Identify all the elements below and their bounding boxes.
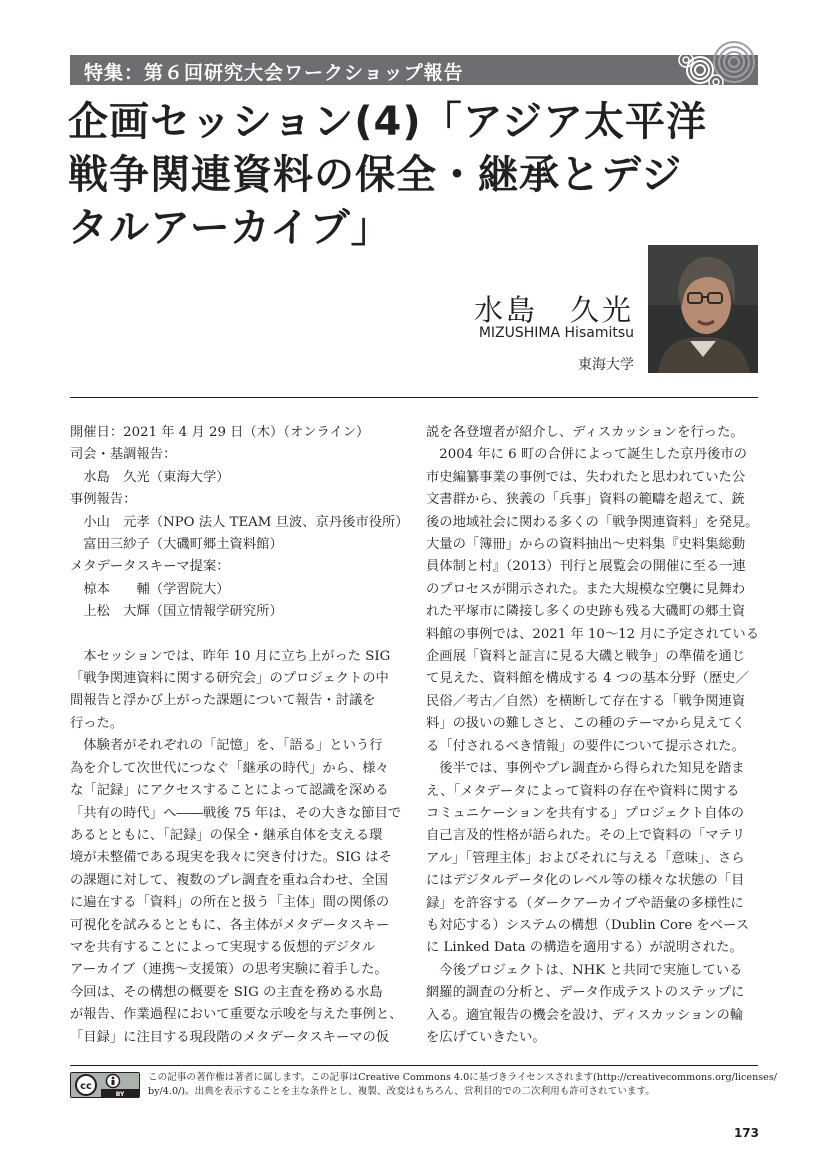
body-line: 録」を許容する（ダークアーカイブや語彙の多様性に xyxy=(426,895,744,911)
info-line: 上松 大輝（国立情報学研究所） xyxy=(83,604,283,620)
info-line: 司会・基調報告： xyxy=(70,447,177,463)
body-line: 今回は、その構想の概要を SIG の主査を務める水島 xyxy=(70,984,383,1000)
author-photo xyxy=(648,245,758,373)
body-line: 「共有の時代」へ――戦後 75 年は、その大きな節目で xyxy=(70,805,402,821)
footer-divider xyxy=(70,1065,758,1066)
right-column xyxy=(426,422,758,1049)
author-name-en: MIZUSHIMA Hisamitsu xyxy=(478,325,634,341)
body-line: に遍在する「資料」の所在と扱う「主体」間の関係の xyxy=(70,895,390,911)
spacer xyxy=(70,624,402,646)
body-line: 今後プロジェクトは、NHK と共同で実施している xyxy=(426,962,743,978)
event-info xyxy=(70,422,409,624)
body-line: アル」「管理主体」およびそれに与える「意味」、さら xyxy=(426,850,745,866)
info-line: 富田三紗子（大磯町郷土資料館） xyxy=(83,537,283,553)
body-line: 本セッションでは、昨年 10 月に立ち上がった SIG xyxy=(70,648,391,664)
body-line: を広げていきたい。 xyxy=(426,1029,546,1045)
concentric-circles-logo-icon xyxy=(676,40,756,92)
info-line: 水島 久光（東海大学） xyxy=(83,469,230,485)
left-column xyxy=(70,422,409,1049)
body-line: 境が未整備である現実を我々に突き付けた。SIG はそ xyxy=(70,850,392,866)
feature-label: 特集：第６回研究大会ワークショップ報告 xyxy=(84,62,464,84)
feature-header-band xyxy=(70,55,758,85)
info-line: 開催日：2021 年 4 月 29 日（木）（オンライン） xyxy=(70,425,370,440)
body-line: の課題に対して、複数のプレ調査を重ね合わせ、全国 xyxy=(70,872,388,888)
body-line: 企画展「資料と証言に見る大磯と戦争」の準備を通じ xyxy=(426,649,746,665)
body-line: に Linked Data の構造を適用する）が説明された。 xyxy=(426,940,743,956)
cc-by-license-badge xyxy=(70,1072,140,1098)
body-line: 間報告と浮かび上がった課題について報告・討議を xyxy=(70,693,376,709)
license-line: この記事の著作権は著者に属します。この記事はCreative Commons 4.0に基づきライセンスされます(http://creativecommons.org/licenses/ xyxy=(148,1072,778,1083)
body-line: のプロセスが開示された。また大規模な空襲に見舞わ xyxy=(426,581,746,597)
body-text xyxy=(70,646,402,1049)
license-line: by/4.0/)。出典を表示することを主な条件とし、複製、改変はもちろん、営利目的での二次利用も許可されています。 xyxy=(148,1086,655,1097)
author-affiliation: 東海大学 xyxy=(578,357,634,373)
body-line: な「記録」にアクセスすることによって認識を深める xyxy=(70,783,389,799)
body-line: にはデジタルデータ化のレベル等の様々な状態の「目 xyxy=(426,873,745,889)
body-line: 説を各登壇者が紹介し、ディスカッションを行った。 xyxy=(426,425,744,440)
body-line: アーカイブ（連携～支援策）の思考実験に着手した。 xyxy=(70,962,388,978)
article-title xyxy=(68,96,768,255)
body-line: 自己言及的性格が語られた。その上で資料の「マテリ xyxy=(426,828,746,844)
body-line: 料」の扱いの難しさと、この種のテーマから見えてく xyxy=(426,716,746,732)
body-line: 可視化を試みるとともに、各主体がメタデータスキー xyxy=(70,917,390,933)
header-divider xyxy=(70,397,758,398)
body-line: 文書群から、狭義の「兵事」資料の範疇を超えて、銃 xyxy=(426,492,745,508)
body-line: マを共有することによって実現する仮想的デジタル xyxy=(70,939,376,955)
by-text: BY xyxy=(115,1091,125,1097)
info-line: 小山 元孝（NPO 法人 TEAM 旦波、京丹後市役所） xyxy=(83,514,409,530)
body-line: 体験者がそれぞれの「記憶」を、「語る」という行 xyxy=(70,738,383,754)
body-line: 行った。 xyxy=(70,715,124,731)
body-line: も対応する）システムの構想（Dublin Core をベース xyxy=(426,917,750,933)
info-line: 事例報告： xyxy=(70,492,137,508)
body-line: コミュニケーションを共有する」プロジェクト自体の xyxy=(426,805,745,821)
title-line: タルアーカイブ」 xyxy=(68,205,392,251)
cc-text: cc xyxy=(80,1081,92,1092)
body-line: あるとともに、「記録」の保全・継承自体を支える環 xyxy=(70,827,383,843)
title-line: 戦争関連資料の保全・継承とデジ xyxy=(68,152,683,198)
title-line: 企画セッション(4)「アジア太平洋 xyxy=(68,99,707,145)
author-name-jp: 水島 久光 xyxy=(473,293,634,327)
body-line: 2004 年に 6 町の合併によって誕生した京丹後市の xyxy=(426,447,747,463)
body-line: れた平塚市に隣接し多くの史跡も残る大磯町の郷土資 xyxy=(426,604,746,620)
body-line: 為を介して次世代につなぐ「継承の時代」から、様々 xyxy=(70,760,389,776)
body-line: 市史編纂事業の事例では、失われたと思われていた公 xyxy=(426,469,746,485)
body-line: る「付されるべき情報」の要件について提示された。 xyxy=(426,738,745,754)
page-number: 173 xyxy=(733,1126,759,1140)
body-line: 「目録」に注目する現段階のメタデータスキーマの仮 xyxy=(70,1029,390,1045)
body-line: 大量の「簿冊」からの資料抽出～史料集『史料集総動 xyxy=(426,537,746,553)
body-line: 後の地域社会に関わる多くの「戦争関連資料」を発見。 xyxy=(426,514,759,530)
license-notice xyxy=(148,1071,778,1099)
body-line: 網羅的調査の分析と、データ作成テストのステップに xyxy=(426,985,745,1001)
body-line: 「戦争関連資料に関する研究会」のプロジェクトの中 xyxy=(70,671,389,687)
body-line: 民俗／考古／自然）を横断して存在する「戦争関連資 xyxy=(426,693,746,709)
body-line: が報告、作業過程において重要な示唆を与えた事例と、 xyxy=(70,1007,403,1023)
body-line: 後半では、事例やプレ調査から得られた知見を踏ま xyxy=(426,761,745,777)
body-line: 料館の事例では、2021 年 10～12 月に予定されている xyxy=(426,626,759,642)
info-line: メタデータスキーマ提案： xyxy=(70,559,230,575)
body-line: 員体制と村』（2013）刊行と展覧会の開催に至る一連 xyxy=(426,559,746,575)
info-line: 椋本 輔（学習院大） xyxy=(83,581,230,597)
body-line: 入る。適宜報告の機会を設け、ディスカッションの輪 xyxy=(426,1007,744,1023)
body-line: て見えた、資料館を構成する 4 つの基本分野（歴史／ xyxy=(426,671,749,687)
body-line: え、「メタデータによって資料の存在や資料に関する xyxy=(426,783,740,799)
